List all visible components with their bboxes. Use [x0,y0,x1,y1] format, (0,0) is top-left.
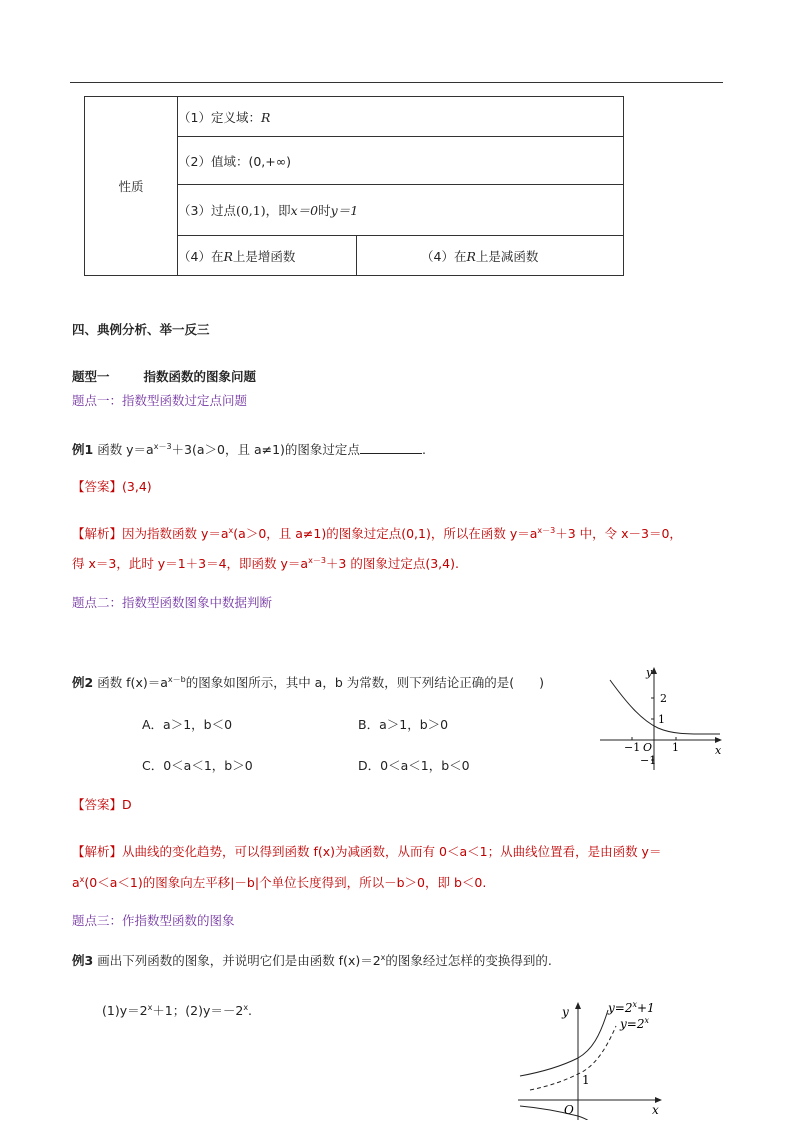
example2: 例2 函数 $f(x)=a^{x-b}$的图象如图所示，其中 a，b 为常数，则下列结论正确的是( ) [72,674,544,690]
label-y: y [562,1005,569,1019]
point2-heading: 题点二：指数型函数图象中数据判断 [72,595,273,610]
example3-subparts: $(1)y=2^x+1$；$(2)y=-2^x$. [102,1002,253,1018]
label-y: y [646,666,653,679]
label-xm1: −1 [624,741,641,754]
analysis1-line2: 得 x＝3，此时 y＝1＋3＝4，即函数 $y=a^{x-3}+3$ 的图象过定点(3,4). [72,555,459,571]
section-title: 四、典例分析、举一反三 [72,322,210,337]
label-curve2: $y=2^x$ [620,1016,649,1031]
label-x1: 1 [672,741,679,754]
example3: 例3 画出下列函数的图象，并说明它们是由函数 $f(x)=2^x$的图象经过怎样的变换得到的. [72,952,552,968]
label-y1: 1 [658,713,665,726]
curve-2x-plus-1 [520,1010,608,1076]
label-x: x [715,744,722,757]
curve-neg-2x [520,1106,590,1120]
property-3: （3）过点(0,1)，即x＝0时y＝1 [178,185,624,236]
property-1: （1）定义域：R [178,97,624,137]
row-label-cell [85,97,178,276]
answer-blank [360,441,422,454]
row-label: 性质 [118,179,144,194]
y-axis-arrow [575,1002,581,1009]
curve-2x [530,1026,616,1090]
point1-heading: 题点一：指数型函数过定点问题 [72,393,248,408]
answer2: 【答案】D [72,797,132,812]
property-2: （2）值域：(0,+∞) [178,137,624,185]
property-4-decreasing: （4）在R上是减函数 [357,236,624,276]
property-4-increasing: （4）在R上是增函数 [178,236,357,276]
type1-heading: 题型一 指数函数的图象问题 [72,369,257,384]
example1: 例1 函数 $y=a^{x-3}+3(a>0$，且 a≠1)的图象过定点 . [72,441,426,457]
option-b: B．a＞1，b＞0 [358,717,449,732]
analysis1-line1: 【解析】因为指数函数 $y=a^x(a>0$，且 a≠1)的图象过定点(0,1)，所以在函数 $y=a^{x-3}+3$ 中，令 x－3＝0， [72,525,682,541]
graph-example3 [512,996,672,1120]
label-curve1: $y=2^x+1$ [608,1000,655,1015]
label-one: 1 [582,1073,590,1087]
option-c: C．0＜a＜1，b＞0 [142,758,253,773]
label-y2: 2 [660,692,667,705]
analysis2-line2: $a^x(0<a<1)$的图象向左平移|－b|个单位长度得到，所以－b＞0，即 b＜0. [72,874,487,890]
header-rule [70,82,723,83]
properties-table [84,96,624,276]
label-origin: O [564,1103,574,1117]
option-a: A．a＞1，b＜0 [142,717,233,732]
curve-fx [610,680,720,734]
answer1: 【答案】(3,4) [72,479,152,494]
label-origin: O [643,741,653,754]
point3-heading: 题点三：作指数型函数的图象 [72,913,235,928]
label-ym1: −1 [640,754,657,767]
x-axis-arrow [715,737,722,743]
analysis2-line1: 【解析】从曲线的变化趋势，可以得到函数 f(x)为减函数，从而有 0＜a＜1；从曲线位置看，是由函数 y＝ [72,844,662,859]
option-d: D．0＜a＜1，b＜0 [358,758,470,773]
graph-example2 [596,662,726,774]
label-x: x [652,1103,659,1117]
